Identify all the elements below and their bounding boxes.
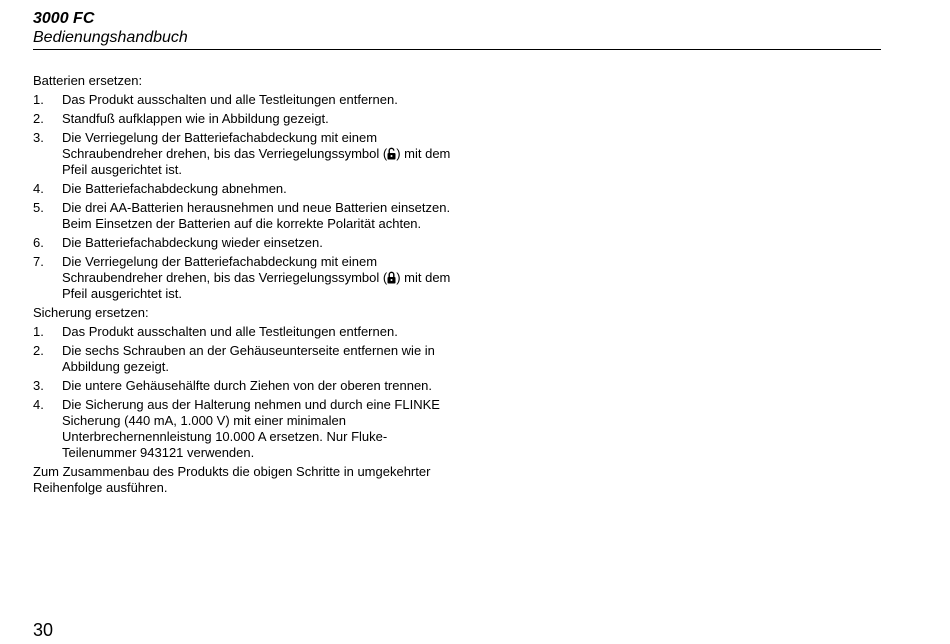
step-text <box>62 130 453 178</box>
step-number: 3. <box>33 130 44 145</box>
step-number: 4. <box>33 397 44 412</box>
battery-step <box>33 130 453 178</box>
step-text-before-icon: Die Verriegelung der Batteriefachabdeckung mit einem Schraubendreher drehen, bis das Verriegelungssymbol ( <box>62 130 388 161</box>
battery-step <box>33 254 453 302</box>
page-header <box>33 9 881 50</box>
unlock-icon <box>387 147 396 160</box>
step-text: Die Sicherung aus der Halterung nehmen und durch eine FLINKE Sicherung (440 mA, 1.000 V) mit einer minimalen Unterbrechernennleistung 10.000 A ersetzen. Nur Fluke-Teilenummer 943121 verwenden. <box>62 397 440 460</box>
battery-step <box>33 92 453 108</box>
fuse-step <box>33 397 453 461</box>
battery-step <box>33 181 453 197</box>
battery-steps-list <box>33 92 453 302</box>
step-text: Das Produkt ausschalten und alle Testleitungen entfernen. <box>62 92 398 107</box>
fuse-steps-list <box>33 324 453 461</box>
step-number: 1. <box>33 92 44 107</box>
page-number: 30 <box>33 620 54 640</box>
document-subtitle: Bedienungshandbuch <box>33 29 188 46</box>
step-number: 4. <box>33 181 44 196</box>
step-number: 3. <box>33 378 44 393</box>
fuse-step <box>33 343 453 375</box>
closing-paragraph: Zum Zusammenbau des Produkts die obigen Schritte in umgekehrter Reihenfolge ausführen. <box>33 464 431 495</box>
step-number: 7. <box>33 254 44 269</box>
lock-icon <box>387 271 396 284</box>
battery-step <box>33 200 453 232</box>
step-number: 5. <box>33 200 44 215</box>
step-text: Das Produkt ausschalten und alle Testleitungen entfernen. <box>62 324 398 339</box>
step-text: Die drei AA-Batterien herausnehmen und neue Batterien einsetzen. Beim Einsetzen der Batterien auf die korrekte Polarität achten. <box>62 200 451 231</box>
step-number: 1. <box>33 324 44 339</box>
step-text: Standfuß aufklappen wie in Abbildung gezeigt. <box>62 111 329 126</box>
step-text: Die Batteriefachabdeckung wieder einsetzen. <box>62 235 323 250</box>
battery-step <box>33 235 453 251</box>
step-number: 2. <box>33 111 44 126</box>
page-content <box>33 73 453 496</box>
step-text-after-icon: ) mit dem Pfeil ausgerichtet ist. <box>62 270 451 301</box>
battery-step <box>33 111 453 127</box>
fuse-step <box>33 324 453 340</box>
fuse-section-heading: Sicherung ersetzen: <box>33 305 149 320</box>
fuse-step <box>33 378 453 394</box>
step-number: 2. <box>33 343 44 358</box>
document-title: 3000 FC <box>33 10 95 27</box>
step-number: 6. <box>33 235 44 250</box>
step-text: Die Batteriefachabdeckung abnehmen. <box>62 181 287 196</box>
step-text: Die untere Gehäusehälfte durch Ziehen von der oberen trennen. <box>62 378 433 393</box>
battery-section-heading: Batterien ersetzen: <box>33 73 143 88</box>
step-text-before-icon: Die Verriegelung der Batteriefachabdeckung mit einem Schraubendreher drehen, bis das Verriegelungssymbol ( <box>62 254 388 285</box>
step-text: Die sechs Schrauben an der Gehäuseunterseite entfernen wie in Abbildung gezeigt. <box>62 343 435 374</box>
step-text-after-icon: ) mit dem Pfeil ausgerichtet ist. <box>62 146 451 177</box>
step-text <box>62 254 453 302</box>
